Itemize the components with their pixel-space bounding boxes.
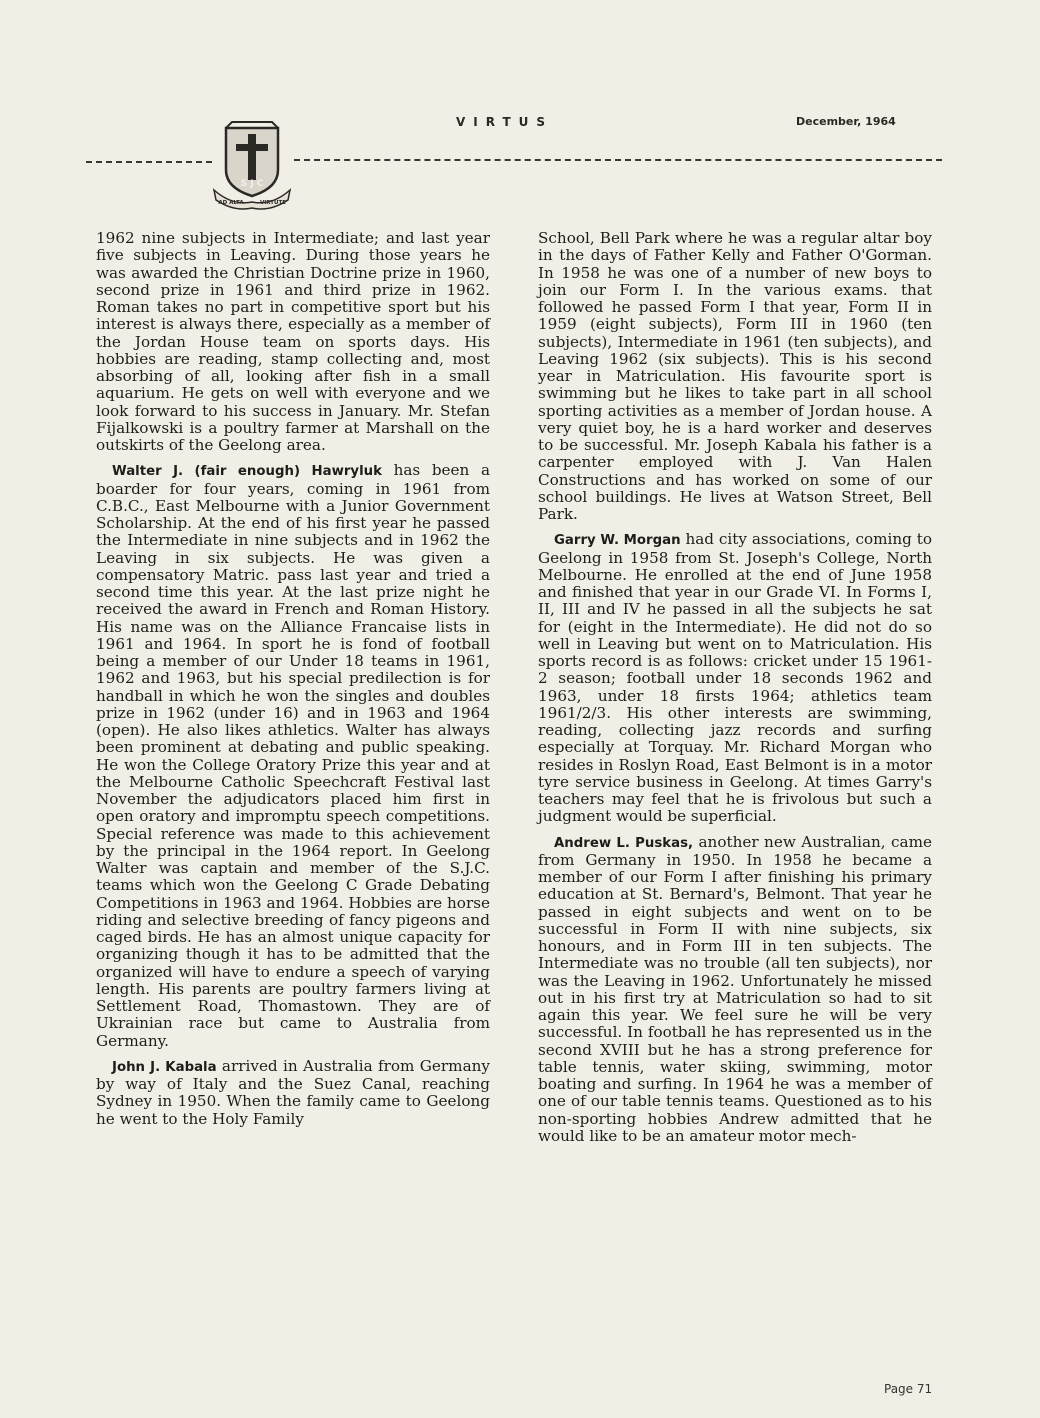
left-paragraph-3: [96, 1058, 490, 1128]
right-paragraph-3-text: another new Australian, came from Germany in 1950. In 1958 he became a member of our Form I after finishing his primary education at St. Bernard's, Belmont. That year he passed in eight subjects and went on to be successful in Form II with nine subjects, six honours, and in Form III in ten subjects. The Intermediate was no trouble (all ten subjects), nor was the Leaving in 1962. Unfortunately he missed out in his first try at Matriculation so had to sit again this year. We feel sure he will be very successful. In football he has represented us in the second XVIII but he has a strong preference for table tennis, water skiing, swimming, motor boating and surfing. In 1964 he was a member of one of our table tennis teams. Questioned as to his non-sporting hobbies Andrew admitted that he would like to be an amateur motor mech-: [538, 832, 933, 1145]
left-column: [96, 230, 490, 1136]
crest-initials: S J C: [240, 179, 264, 189]
student-name-puskas: Andrew L. Puskas,: [554, 835, 694, 851]
college-crest-icon: [212, 118, 292, 210]
left-paragraph-2: [96, 462, 490, 1050]
left-paragraph-3-text: arrived in Australia from Germany by way of Italy and the Suez Canal, reaching Sydney in 1950. When the family came to Geelong he went to the Holy Family: [96, 1056, 490, 1128]
right-paragraph-1: School, Bell Park where he was a regular altar boy in the days of Father Kelly and Father O'Gorman. In 1958 he was one of a number of new boys to join our Form I. In the various exams. that followed he passed Form I that year, Form II in 1959 (eight subjects), Form III in 1960 (ten subjects), Intermediate in 1961 (ten subjects), and Leaving 1962 (six subjects). This is his second year in Matriculation. His favourite sport is swimming but he likes to take part in all school sporting activities as a member of Jordan house. A very quiet boy, he is a hard worker and deserves to be successful. Mr. Joseph Kabala his father is a carpenter employed with J. Van Halen Constructions and has worked on some of our school buildings. He lives at Watson Street, Bell Park.: [538, 229, 932, 523]
crest-motto-left: AD ALTA: [218, 200, 244, 206]
left-paragraph-2-text: has been a boarder for four years, coming in 1961 from C.B.C., East Melbourne with a Junior Government Scholarship. At the end of his first year he passed the Intermediate in nine subjects and in 1962 the Leaving in six subjects. He was given a compensatory Matric. pass last year and tried a second time this year. At the last prize night he received the award in French and Roman History. His name was on the Alliance Francaise lists in 1961 and 1964. In sport he is fond of football being a member of our Under 18 teams in 1961, 1962 and 1963, but his special predilection is for handball in which he won the singles and doubles prize in 1962 (under 16) and in 1963 and 1964 (open). He also likes athletics. Walter has always been prominent at debating and public speaking. He won the College Oratory Prize this year and at the Melbourne Catholic Speechcraft Festival last November the adjudicators placed him first in open oratory and impromptu speech competitions. Special reference was made to this achievement by the principal in the 1964 report. In Geelong Walter was captain and member of the S.J.C. teams which won the Geelong C Grade Debating Competitions in 1963 and 1964. Hobbies are horse riding and selective breeding of fancy pigeons and caged birds. He has an almost unique capacity for organizing though it has to be admitted that the organized will have to endure a speech of varying length. His parents are poultry farmers living at Settlement Road, Thomastown. They are of Ukrainian race but came to Australia from Germany.: [96, 461, 490, 1050]
student-name-hawryluk: Walter J. (fair enough) Hawryluk: [112, 464, 382, 480]
header-rule-right: [294, 159, 942, 161]
left-paragraph-1: 1962 nine subjects in Intermediate; and last year five subjects in Leaving. During those years he was awarded the Christian Doctrine prize in 1960, second prize in 1961 and third prize in 1962. Roman takes no part in competitive sport but his interest is always there, especially as a member of the Jordan House team on sports days. His hobbies are reading, stamp collecting and, most absorbing of all, looking after fish in a small aquarium. He gets on well with everyone and we look forward to his success in January. Mr. Stefan Fijalkowski is a poultry farmer at Marshall on the outskirts of the Geelong area.: [96, 229, 490, 454]
right-column: [538, 230, 932, 1153]
right-paragraph-2: [538, 531, 932, 825]
student-name-morgan: Garry W. Morgan: [554, 533, 681, 549]
header-rule-left: [86, 161, 212, 163]
page-number: Page 71: [884, 1382, 933, 1396]
crest-motto-right: VIRTUTE: [259, 200, 287, 206]
right-paragraph-2-text: had city associations, coming to Geelong in 1958 from St. Joseph's College, North Melbourne. He enrolled at the end of June 1958 and finished that year in our Grade VI. In Forms I, II, III and IV he passed in all the subjects he sat for (eight in the Intermediate). He did not do so well in Leaving but went on to Matriculation. His sports record is as follows: cricket under 15 1961-2 season; football under 18 seconds 1962 and 1963, under 18 firsts 1964; athletics team 1961/2/3. His other interests are swimming, reading, collecting jazz records and surfing especially at Torquay. Mr. Richard Morgan who resides in Roslyn Road, East Belmont is in a motor tyre service business in Geelong. At times Garry's teachers may feel that he is frivolous but such a judgment would be superficial.: [538, 530, 932, 826]
right-paragraph-3: [538, 834, 932, 1146]
publication-title: VIRTUS: [456, 115, 554, 129]
student-name-kabala: John J. Kabala: [112, 1059, 217, 1075]
issue-date: December, 1964: [796, 115, 896, 128]
